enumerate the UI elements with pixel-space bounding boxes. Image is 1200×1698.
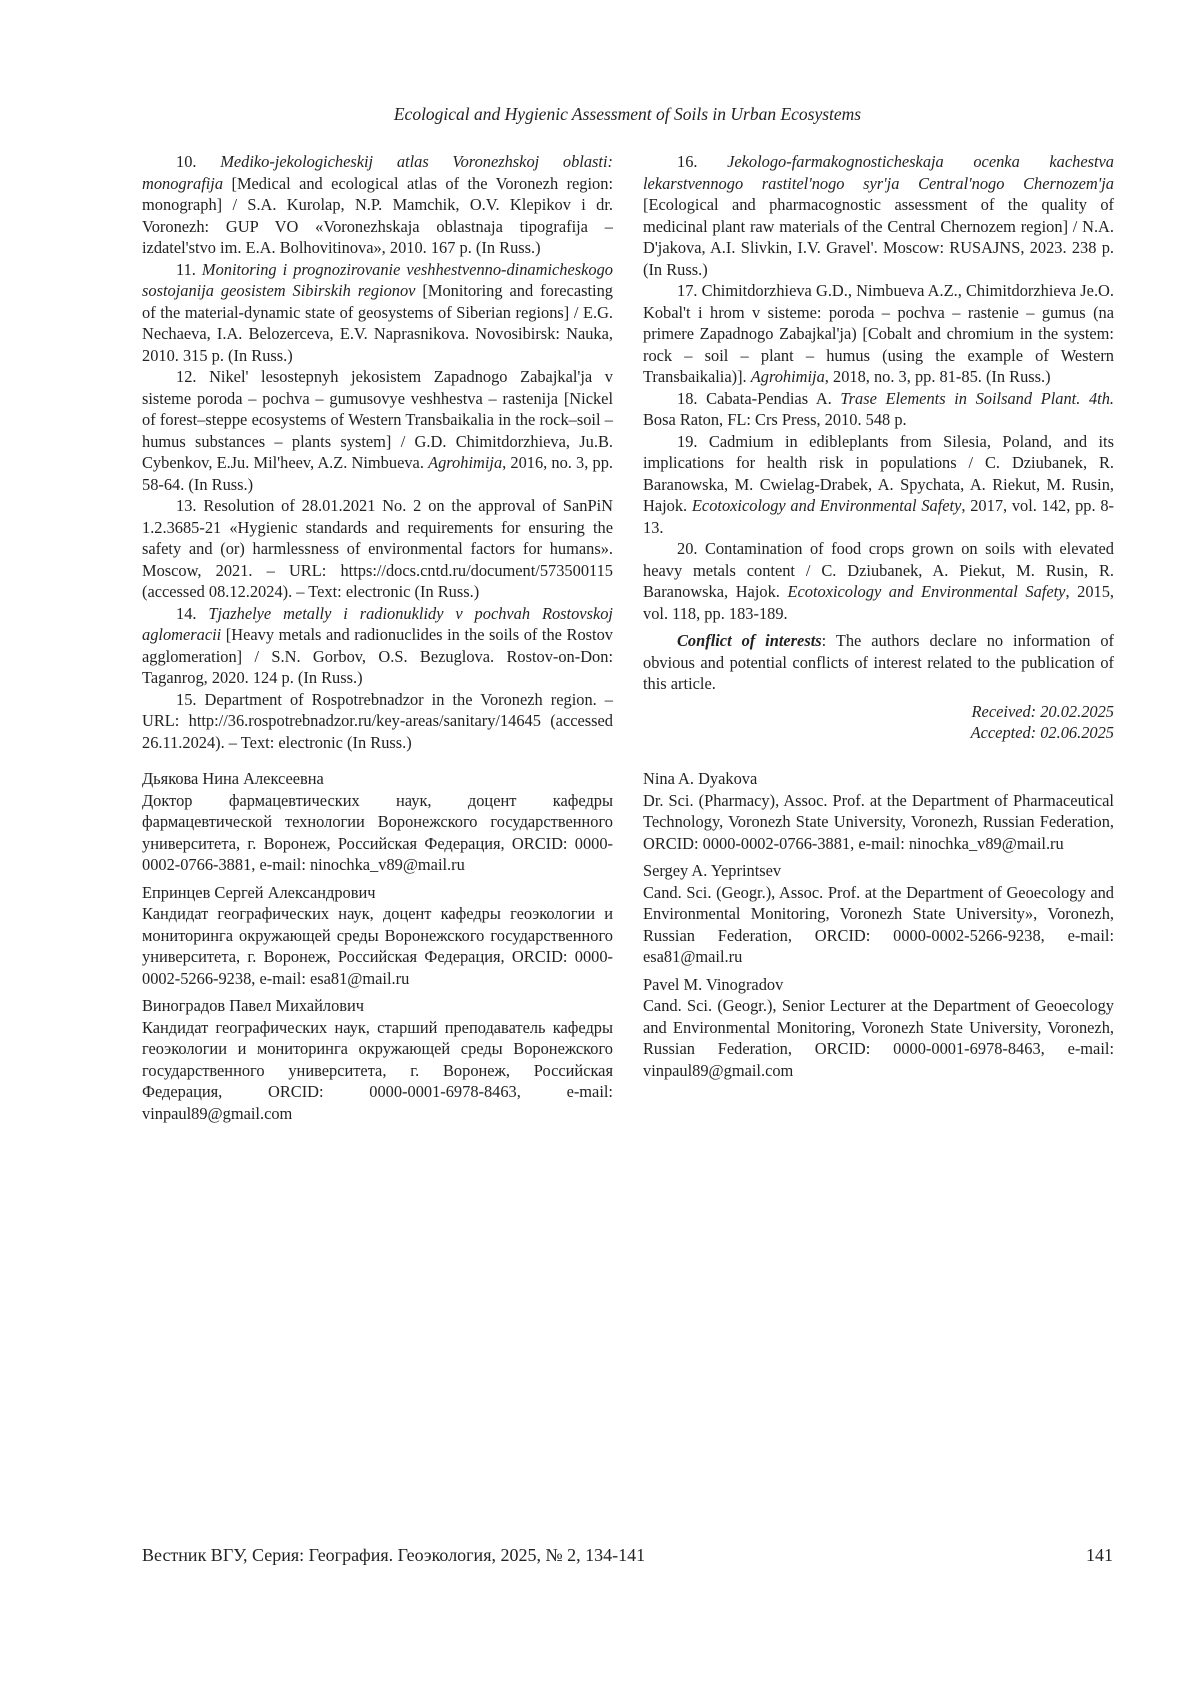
author-block xyxy=(142,882,613,990)
reference-title-italic: Tjazhelye metally i radionuklidy v pochvah Rostovskoj aglomeracii xyxy=(142,603,613,644)
author-name: Sergey A. Yeprintsev xyxy=(643,861,782,880)
conflict-text: : The authors declare no information of obvious and potential conflicts of interest related to the publication of this article. xyxy=(643,631,1115,693)
reference-text: [Monitoring and forecasting of the material-dynamic state of geosystems of Siberian regions] / E.G. Nechaeva, I.A. Belozerceva, E.V. Naprasnikova. Novosibirsk: Nauka, 2010. 315 p. (In Russ.) xyxy=(142,281,613,365)
journal-citation: Вестник ВГУ, Серия: География. Геоэкология, 2025, № 2, 134-141 xyxy=(142,1545,646,1565)
reference-text: 19. Cadmium in edibleplants from Silesia, Poland, and its implications for health risk in populations / C. Dziubanek, R. Baranowska, M. Cwielag-Drabek, A. Spychata, A. Riekut, M. Rusin, Hajok. xyxy=(643,431,1114,515)
reference-title-italic: Monitoring i prognozirovanie veshhestvenno-dinamicheskogo sostojanija geosistem Sibirskih regionov xyxy=(142,259,614,300)
author-block xyxy=(643,974,1114,1082)
author-name: Виноградов Павел Михайлович xyxy=(142,996,365,1015)
reference-text: , 2016, no. 3, pp. 58-64. (In Russ.) xyxy=(142,453,613,494)
references-left-column xyxy=(142,151,613,753)
reference-item xyxy=(142,603,613,689)
reference-item xyxy=(643,151,1114,280)
author-block xyxy=(142,768,613,876)
author-name: Nina A. Dyakova xyxy=(643,769,758,788)
author-info: Dr. Sci. (Pharmacy), Assoc. Prof. at the Department of Pharmaceutical Technology, Voronezh State University, Voronezh, Russian Federation, ORCID: 0000-0002-0766-3881, e-mail: ninochka_v89@mail.ru xyxy=(643,790,1114,853)
accepted-date: Accepted: 02.06.2025 xyxy=(970,723,1114,742)
reference-text: 17. Chimitdorzhieva G.D., Nimbueva A.Z., Chimitdorzhieva Je.O. Kobal't i hrom v sisteme: poroda – pochva – rastenie – gumus (na primere Zapadnogo Zabajkal'ja) [Cobalt and chromium in the system: rock – soil – plant – humus (using the example of Western Transbaikalia)]. xyxy=(643,281,1114,386)
reference-text: , 2018, no. 3, pp. 81-85. (In Russ.) xyxy=(824,367,1051,386)
reference-text: [Heavy metals and radionuclides in the soils of the Rostov agglomeration] / S.N. Gorbov, O.S. Bezuglova. Rostov-on-Don: Taganrog, 2020. 124 p. (In Russ.) xyxy=(142,625,613,687)
references-right-column xyxy=(643,151,1114,744)
authors-english xyxy=(643,768,1114,1087)
running-title: Ecological and Hygienic Assessment of Soils in Urban Ecosystems xyxy=(393,104,862,124)
reference-item xyxy=(142,366,613,495)
article-dates xyxy=(643,701,1114,744)
reference-item xyxy=(643,431,1114,539)
page-number: 141 xyxy=(1086,1545,1113,1565)
reference-title-italic: Jekologo-farmakognosticheskaja ocenka kachestva lekarstvennogo rastitel'nogo syr'ja Central'nogo Chernozem'ja xyxy=(643,152,1114,193)
reference-text: 12. Nikel' lesostepnyh jekosistem Zapadnogo Zabajkal'ja v sisteme poroda – pochva – gumusovye veshhestva – rastenija [Nickel of forest–steppe ecosystems of Western Transbaikalia in the rock–soil – humus substances – plants system] / G.D. Chimitdorzhieva, Ju.B. Cybenkov, E.Ju. Mil'heev, A.Z. Nimbueva. xyxy=(142,367,613,472)
reference-text: 18. Cabata-Pendias A. xyxy=(677,388,841,408)
reference-text: 11. xyxy=(176,259,202,279)
references-list xyxy=(643,151,1114,624)
author-info: Доктор фармацевтических наук, доцент кафедры фармацевтической технологии Воронежского государственного университета, г. Воронеж, Российская Федерация, ORCID: 0000-0002-0766-3881, e-mail: ninochka_v89@mail.ru xyxy=(142,790,613,874)
conflict-of-interests xyxy=(643,630,1114,695)
reference-title-italic: Ecotoxicology and Environmental Safety xyxy=(691,496,962,515)
reference-title-italic: Trase Elements in Soilsand Plant. 4th. xyxy=(840,388,1114,408)
author-block xyxy=(142,995,613,1124)
reference-text: [Ecological and pharmacognostic assessment of the quality of medicinal plant raw materials of the Central Chernozem region] / N.A. D'jakova, A.I. Slivkin, I.V. Gravel'. Moscow: RUSAJNS, 2023. 238 p. (In Russ.) xyxy=(643,195,1114,279)
author-info: Cand. Sci. (Geogr.), Assoc. Prof. at the Department of Geoecology and Environmental Monitoring, Voronezh State University», Voronezh, Russian Federation, ORCID: 0000-0002-5266-9238, e-mail: esa81@mail.ru xyxy=(643,882,1114,966)
page-footer xyxy=(142,1545,1113,1566)
reference-title-italic: Agrohimija xyxy=(428,453,503,472)
author-name: Pavel M. Vinogradov xyxy=(643,974,784,994)
reference-item xyxy=(142,151,613,259)
author-name: Епринцев Сергей Александрович xyxy=(142,882,376,902)
reference-text: 20. Contamination of food crops grown on soils with elevated heavy metals content / C. Dziubanek, A. Piekut, M. Rusin, R. Baranowska, Hajok. xyxy=(643,539,1114,601)
reference-item xyxy=(643,538,1114,624)
author-block xyxy=(643,768,1114,854)
reference-title-italic: Ecotoxicology and Environmental Safety xyxy=(787,582,1066,601)
reference-text: 10. xyxy=(176,152,221,171)
reference-item xyxy=(142,259,613,367)
reference-title-italic: Mediko-jekologicheskij atlas Voronezhskoj oblasti: monografija xyxy=(142,152,613,193)
reference-item xyxy=(643,280,1114,388)
conflict-label: Conflict of interests xyxy=(677,631,822,650)
reference-text: , 2017, vol. 142, pp. 8-13. xyxy=(643,496,1114,537)
author-info: Кандидат географических наук, доцент кафедры геоэкологии и мониторинга окружающей среды Воронежского государственного университета, г. Воронеж, Российская Федерация, ORCID: 0000-0002-5266-9238, e-mail: esa81@mail.ru xyxy=(142,904,613,988)
reference-item xyxy=(643,388,1114,431)
reference-title-italic: Agrohimija xyxy=(750,367,825,386)
reference-text: , 2015, vol. 118, pp. 183-189. xyxy=(643,582,1115,623)
reference-text: 13. Resolution of 28.01.2021 No. 2 on the approval of SanPiN 1.2.3685-21 «Hygienic standards and requirements for ensuring the safety and (or) harmlessness of environmental factors for humans». Moscow, 2021. – URL: https://docs.cntd.ru/document/573500115 (accessed 08.12.2024). – Text: electronic (In Russ.) xyxy=(142,496,613,601)
author-name: Дьякова Нина Алексеевна xyxy=(142,769,324,788)
reference-text: 15. Department of Rospotrebnadzor in the Voronezh region. – URL: http://36.rospotrebnadzor.ru/key-areas/sanitary/14645 (accessed 26.11.2024). – Text: electronic (In Russ.) xyxy=(142,689,613,752)
authors-russian xyxy=(142,768,613,1130)
reference-text: 16. xyxy=(677,152,728,171)
reference-item xyxy=(142,689,613,754)
received-date: Received: 20.02.2025 xyxy=(971,701,1114,721)
author-info: Cand. Sci. (Geogr.), Senior Lecturer at the Department of Geoecology and Environmental Monitoring, Voronezh State University, Voronezh, Russian Federation, ORCID: 0000-0001-6978-8463, e-mail: vinpaul89@gmail.com xyxy=(643,996,1114,1080)
reference-item xyxy=(142,495,613,603)
reference-text: [Medical and ecological atlas of the Voronezh region: monograph] / S.A. Kurolap, N.P. Mamchik, O.V. Klepikov i dr. Voronezh: GUP VO «Voronezhskaja oblastnaja tipografija – izdatel'stvo im. E.A. Bolhovitinova», 2010. 167 p. (In Russ.) xyxy=(142,173,613,257)
reference-text: Bosa Raton, FL: Crs Press, 2010. 548 p. xyxy=(643,410,907,429)
author-info: Кандидат географических наук, старший преподаватель кафедры геоэкологии и мониторинга окружающей среды Воронежского государственного университета, г. Воронеж, Российская Федерация, ORCID: 0000-0001-6978-8463, e-mail: vinpaul89@gmail.com xyxy=(142,1017,613,1123)
author-block xyxy=(643,860,1114,968)
reference-text: 14. xyxy=(176,603,209,623)
